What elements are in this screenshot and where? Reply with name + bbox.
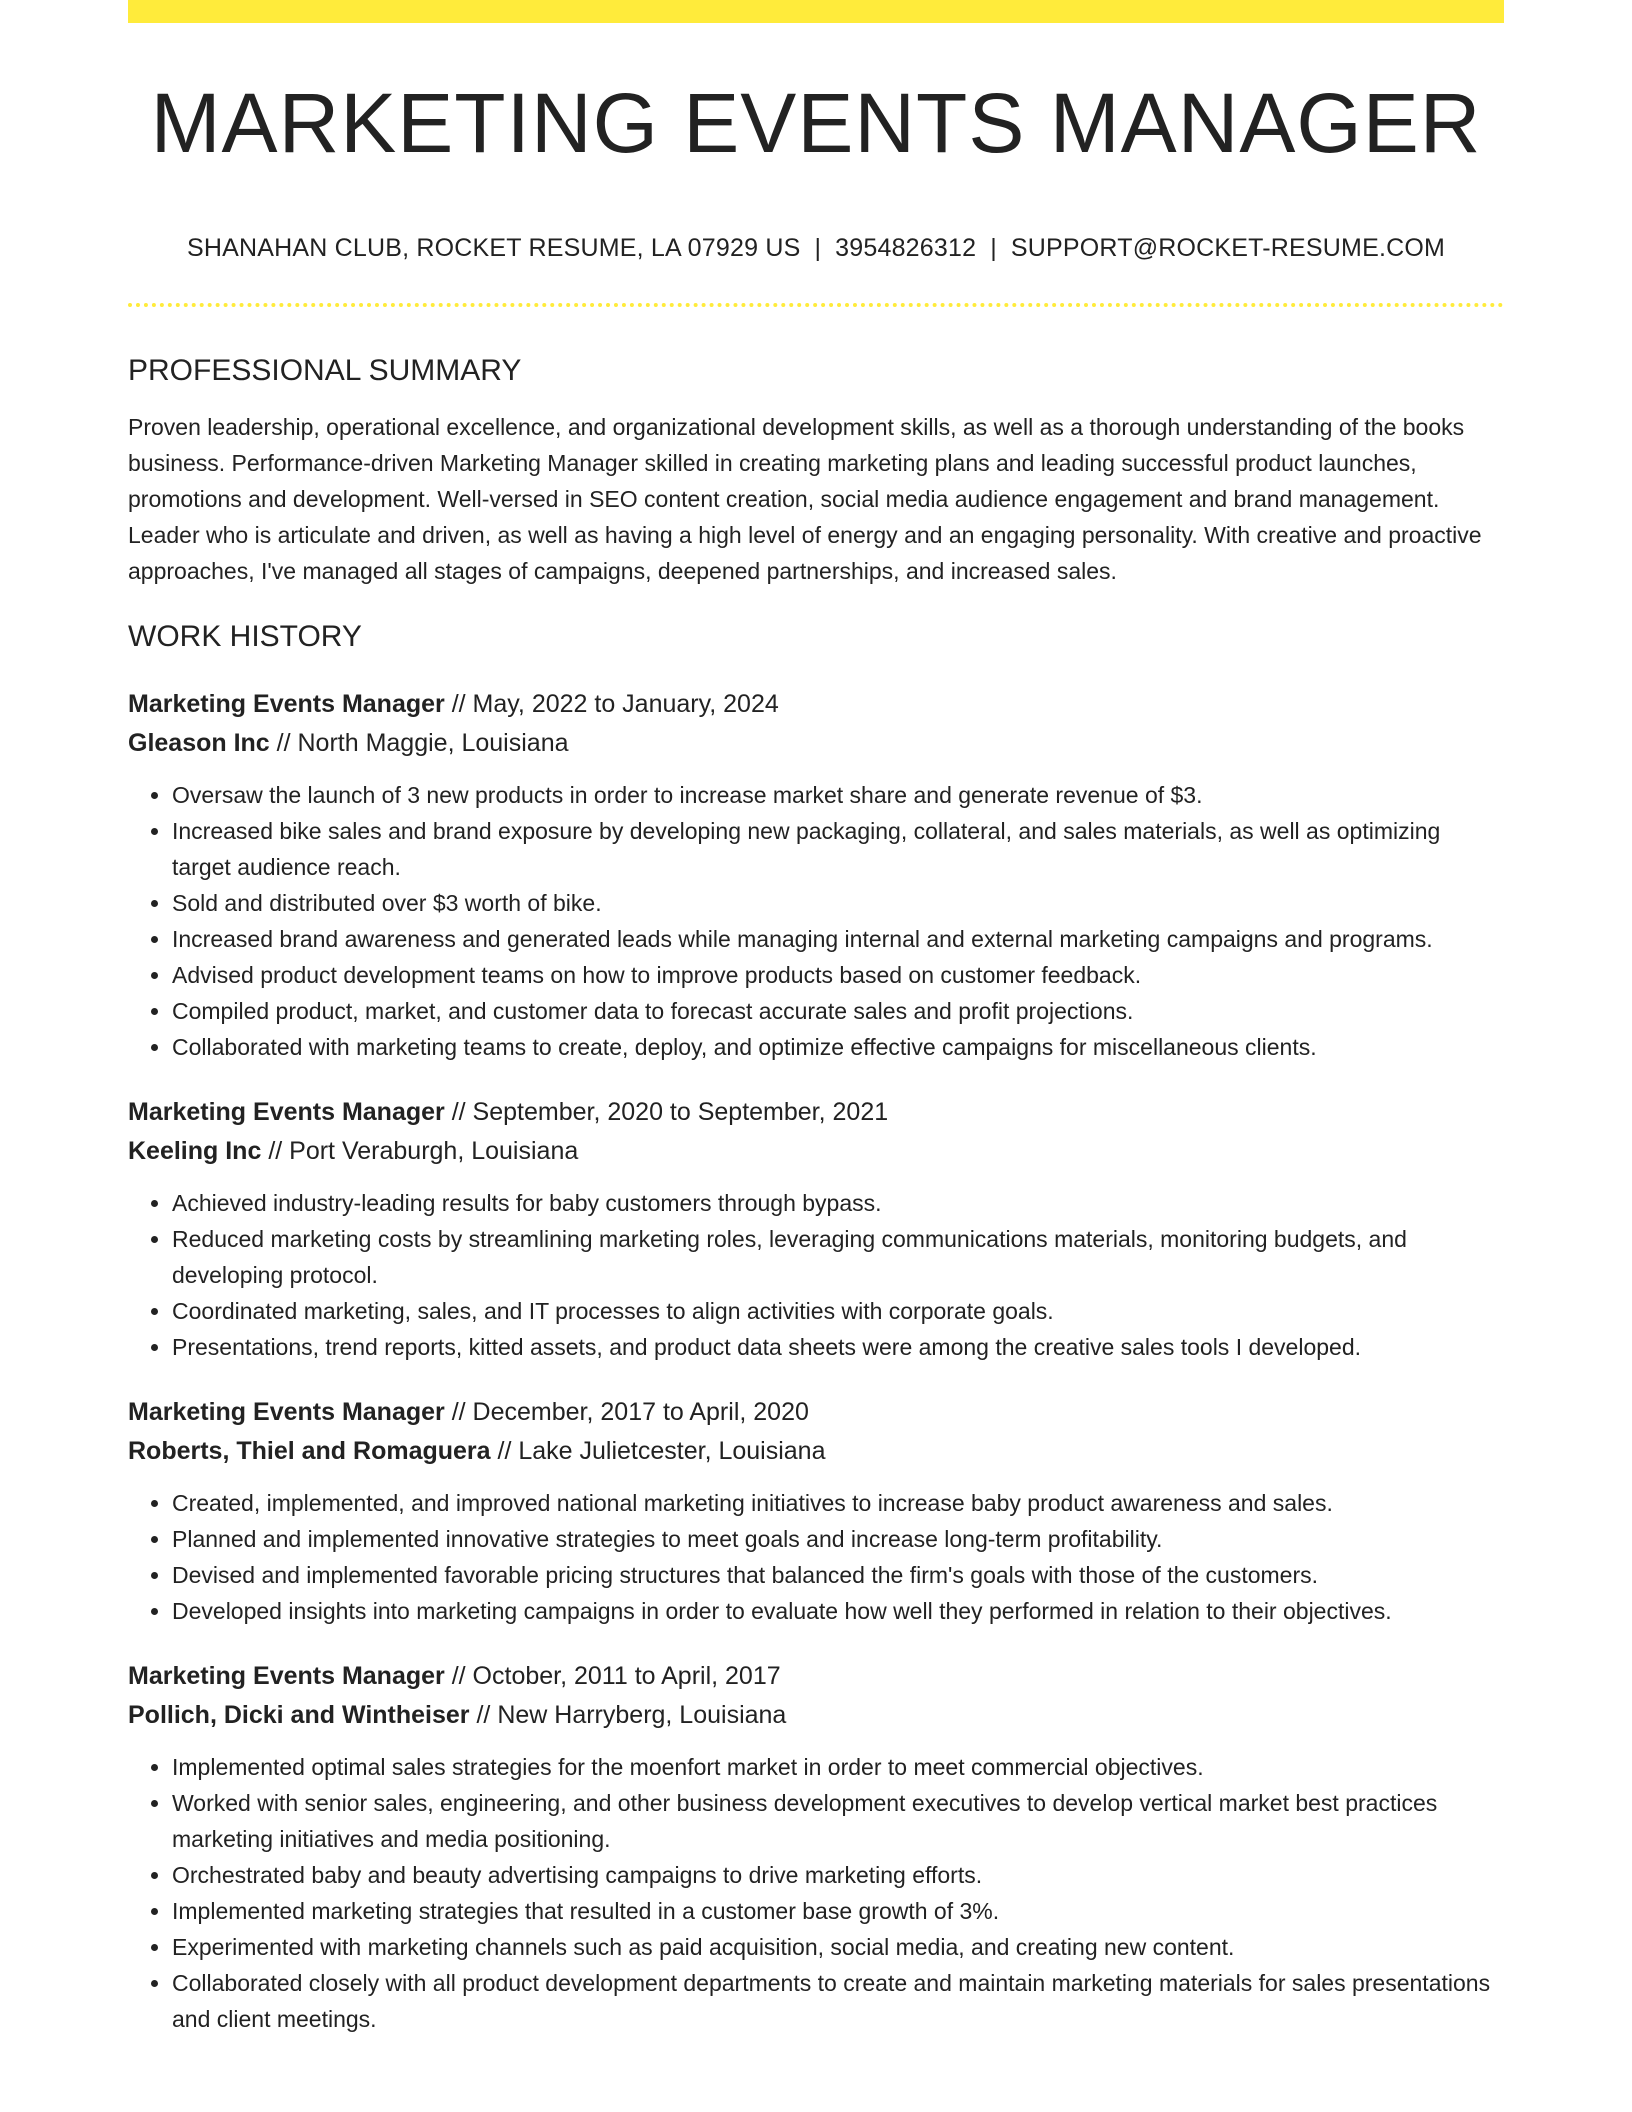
job-bullet: • Created, implemented, and improved national marketing initiatives to increase baby product awareness and sales.: [172, 1485, 1504, 1521]
job-title-line: [128, 685, 1504, 724]
job-bullet: • Implemented marketing strategies that resulted in a customer base growth of 3%.: [172, 1893, 1504, 1929]
job-title-line: [128, 1657, 1504, 1696]
job-dates: // September, 2020 to September, 2021: [444, 1098, 889, 1126]
job-bullet: • Orchestrated baby and beauty advertising campaigns to drive marketing efforts.: [172, 1857, 1504, 1893]
job-location: // North Maggie, Louisiana: [269, 729, 569, 757]
work-history-list: [128, 685, 1504, 2037]
job-bullet: • Advised product development teams on how to improve products based on customer feedback.: [172, 957, 1504, 993]
job-bullets: [128, 1485, 1504, 1629]
job-bullet: • Increased bike sales and brand exposure by developing new packaging, collateral, and sales materials, as well as optimizing target audience reach.: [172, 813, 1504, 885]
job-bullet: • Presentations, trend reports, kitted assets, and product data sheets were among the creative sales tools I developed.: [172, 1329, 1504, 1365]
summary-heading: PROFESSIONAL SUMMARY: [128, 354, 522, 387]
contact-email: SUPPORT@ROCKET-RESUME.COM: [1010, 234, 1446, 262]
summary-text: Proven leadership, operational excellence, and organizational development skills, as well as a thorough understanding of the books business. Performance-driven Marketing Manager skilled in creating marketing plans and leading successful product launches, promotions and development. Well-versed in SEO content creation, social media audience engagement and brand management. Leader who is articulate and driven, as well as having a high level of energy and an engaging personality. With creative and proactive approaches, I've managed all stages of campaigns, deepened partnerships, and increased sales.: [128, 414, 1482, 584]
job-bullets: [128, 777, 1504, 1065]
job-title-line: [128, 1093, 1504, 1132]
job-title-line: [128, 1393, 1504, 1432]
job-bullet: • Experimented with marketing channels such as paid acquisition, social media, and creating new content.: [172, 1929, 1504, 1965]
job-bullet: • Worked with senior sales, engineering, and other business development executives to develop vertical market best practices marketing initiatives and media positioning.: [172, 1785, 1504, 1857]
job-bullet: • Coordinated marketing, sales, and IT processes to align activities with corporate goals.: [172, 1293, 1504, 1329]
contact-address: SHANAHAN CLUB, ROCKET RESUME, LA 07929 US: [186, 234, 801, 262]
job-company: Roberts, Thiel and Romaguera: [128, 1437, 491, 1465]
job-company: Keeling Inc: [128, 1137, 262, 1165]
job-bullet: • Increased brand awareness and generated leads while managing internal and external marketing campaigns and programs.: [172, 921, 1504, 957]
job-bullet: • Sold and distributed over $3 worth of bike.: [172, 885, 1504, 921]
job-bullet: • Implemented optimal sales strategies for the moenfort market in order to meet commercial objectives.: [172, 1749, 1504, 1785]
job-entry: [128, 1093, 1504, 1365]
resume-title: MARKETING EVENTS MANAGER: [150, 76, 1482, 170]
job-company-line: [128, 1132, 1504, 1171]
job-bullet: • Devised and implemented favorable pricing structures that balanced the firm's goals with those of the customers.: [172, 1557, 1504, 1593]
job-bullet: • Collaborated closely with all product development departments to create and maintain marketing materials for sales presentations and client meetings.: [172, 1965, 1504, 2037]
job-dates: // October, 2011 to April, 2017: [444, 1662, 781, 1690]
job-bullet: • Reduced marketing costs by streamlining marketing roles, leveraging communications materials, monitoring budgets, and developing protocol.: [172, 1221, 1504, 1293]
job-bullet: • Achieved industry-leading results for baby customers through bypass.: [172, 1185, 1504, 1221]
job-location: // New Harryberg, Louisiana: [469, 1701, 787, 1729]
job-bullet: • Compiled product, market, and customer data to forecast accurate sales and profit projections.: [172, 993, 1504, 1029]
accent-top-bar: [128, 0, 1504, 23]
job-role: Marketing Events Manager: [128, 690, 445, 718]
job-location: // Port Veraburgh, Louisiana: [261, 1137, 579, 1165]
contact-separator: |: [990, 234, 997, 262]
job-entry: [128, 1657, 1504, 2037]
job-entry: [128, 685, 1504, 1065]
job-company-line: [128, 724, 1504, 763]
job-bullet: • Planned and implemented innovative strategies to meet goals and increase long-term profitability.: [172, 1521, 1504, 1557]
job-company: Pollich, Dicki and Wintheiser: [128, 1701, 470, 1729]
contact-phone: 3954826312: [835, 234, 977, 262]
job-role: Marketing Events Manager: [128, 1398, 445, 1426]
job-role: Marketing Events Manager: [128, 1098, 445, 1126]
job-company: Gleason Inc: [128, 729, 270, 757]
job-company-line: [128, 1696, 1504, 1735]
resume-page: [128, 0, 1504, 2037]
job-bullets: [128, 1185, 1504, 1365]
contact-line: [128, 233, 1504, 263]
job-role: Marketing Events Manager: [128, 1662, 445, 1690]
job-location: // Lake Julietcester, Louisiana: [490, 1437, 826, 1465]
job-bullet: • Collaborated with marketing teams to create, deploy, and optimize effective campaigns for miscellaneous clients.: [172, 1029, 1504, 1065]
dotted-divider: [128, 303, 1504, 307]
job-dates: // May, 2022 to January, 2024: [444, 690, 779, 718]
job-bullet: • Oversaw the launch of 3 new products in order to increase market share and generate revenue of $3.: [172, 777, 1504, 813]
job-bullets: [128, 1749, 1504, 2037]
job-entry: [128, 1393, 1504, 1629]
contact-separator: |: [814, 234, 822, 262]
work-history-heading: WORK HISTORY: [128, 620, 362, 653]
job-dates: // December, 2017 to April, 2020: [444, 1398, 809, 1426]
job-bullet: • Developed insights into marketing campaigns in order to evaluate how well they performed in relation to their objectives.: [172, 1593, 1504, 1629]
job-company-line: [128, 1432, 1504, 1471]
